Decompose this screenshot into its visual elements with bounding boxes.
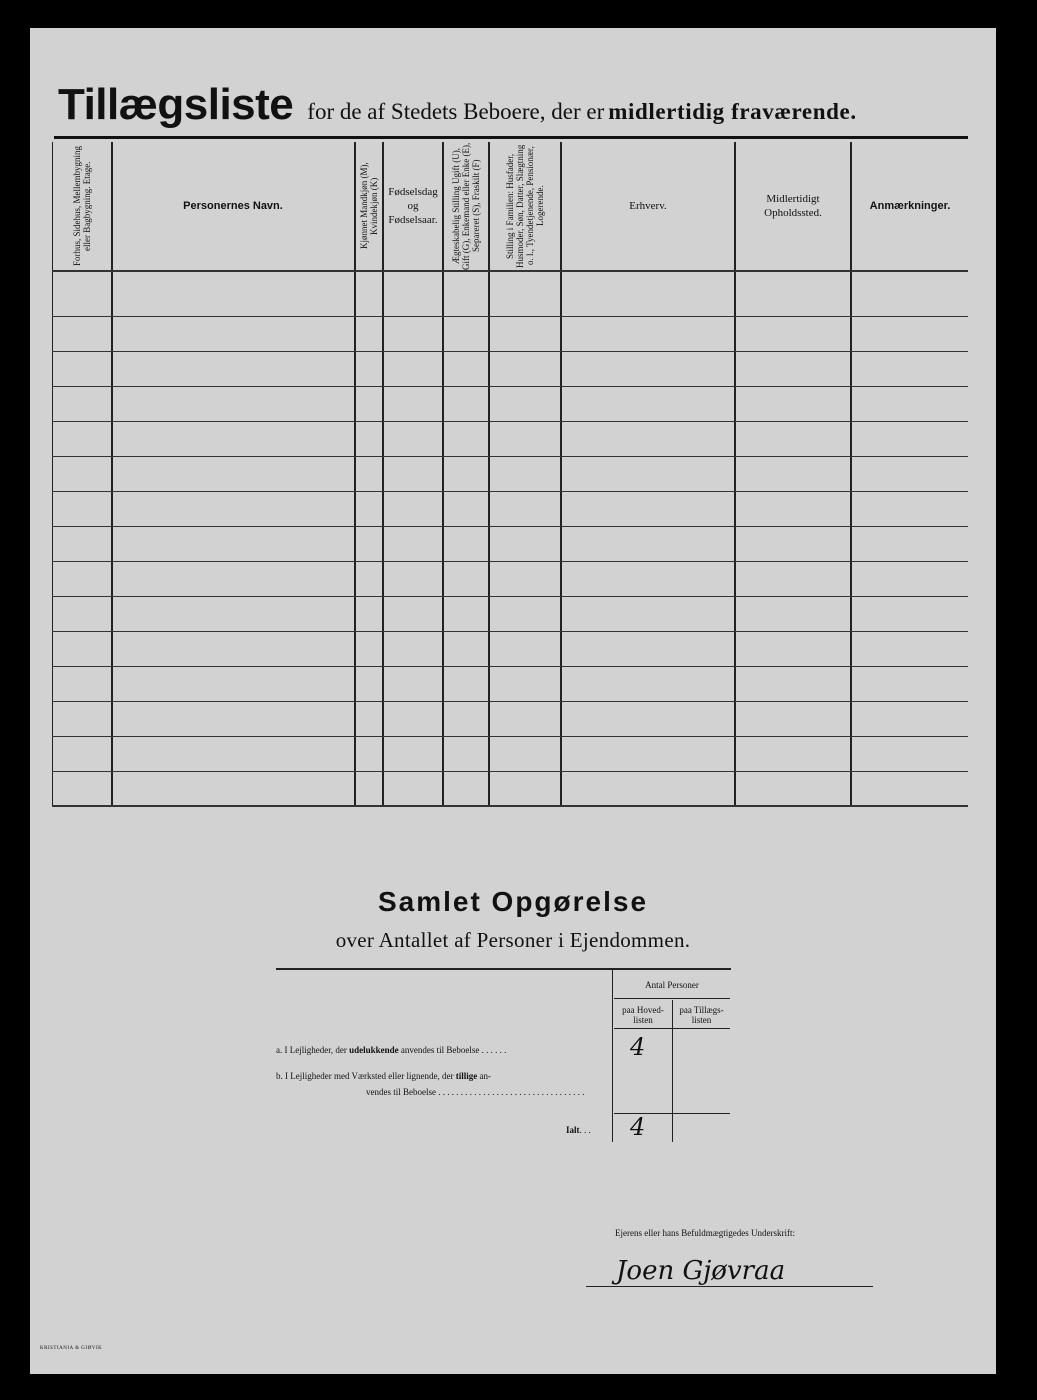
title-rest: for de af Stedets Beboere, der er xyxy=(307,99,605,124)
col-tillaeg: paa Tillægs- listen xyxy=(679,1005,724,1025)
total-label: Ialt. . . xyxy=(566,1125,591,1135)
header-etage: Forhus, Sidehus, Mellembygning eller Bagbygning. Etage. xyxy=(72,146,92,267)
summary-subtitle: over Antallet af Personer i Ejendommen. xyxy=(335,928,691,952)
header-navn: Personernes Navn. xyxy=(183,200,283,212)
title-row xyxy=(58,80,857,130)
census-sheet xyxy=(30,28,996,1374)
absentee-table xyxy=(52,142,968,807)
header-erhverv: Erhverv. xyxy=(629,200,667,212)
row-a-label: a. I Lejligheder, der udelukkende anvendes til Beboelse . . . . . . xyxy=(276,1045,507,1055)
row-b-label: b. I Lejligheder med Værksted eller lignende, der tillige an- xyxy=(276,1071,492,1081)
header-fodsel: Fødselsdag og Fødselsaar. xyxy=(388,186,438,226)
header-opholdssted: Midlertidigt Opholdssted. xyxy=(764,193,822,219)
signature-label: Ejerens eller hans Befuldmægtigedes Underskrift: xyxy=(615,1228,795,1238)
printer-mark: KRISTIANIA & GJØVIK xyxy=(40,1346,103,1351)
row-b-label-2: vendes til Beboelse . . . . . . . . . . . . . . . . . . . . . . . . . . . . . . . . . xyxy=(366,1087,585,1097)
total-hoved: 4 xyxy=(630,1113,646,1141)
row-a-hoved: 4 xyxy=(630,1033,646,1061)
summary-title: Samlet Opgørelse xyxy=(377,886,649,917)
col-hoved: paa Hoved- listen xyxy=(622,1005,664,1025)
header-familie: Stilling i Familien: Husfader, Husmoder, Søn, Datter, Slægtning o. l., Tyendetjenende, Pensionær, Logerende. xyxy=(505,144,545,268)
signature-handwriting: Joen Gjøvraa xyxy=(616,1256,786,1286)
header-kjon: Kjønnet Mandkjøn (M), Kvindekjøn (K) xyxy=(359,162,379,250)
header-anmaerkninger: Anmærkninger. xyxy=(869,200,951,212)
title-rule xyxy=(54,136,968,139)
antal-header: Antal Personer xyxy=(645,980,699,990)
title-main: Tillægsliste xyxy=(58,80,294,129)
title-bold: midlertidig fraværende. xyxy=(608,99,857,124)
header-aegteskab: Ægteskabelig Stilling Ugift (U), Gift (G), Enkemand eller Enke (E), Separeret (S), Fraskilt (F) xyxy=(451,142,481,270)
